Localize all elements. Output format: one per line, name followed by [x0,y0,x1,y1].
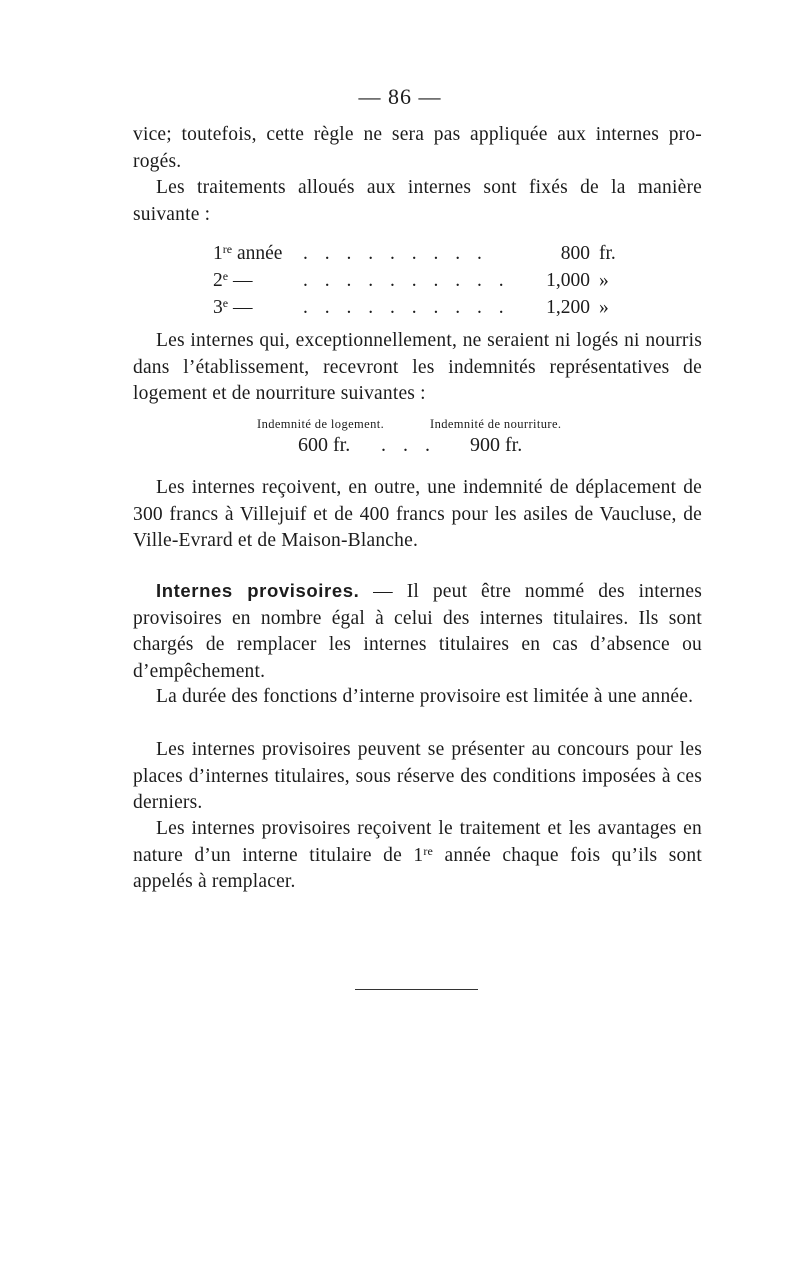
salary-amount: 1,000 [546,270,590,291]
paragraph-text: Les internes reçoivent, en outre, une indemnité de déplacement de 300 francs à Villejuif et de 400 francs pour les asiles de Vaucluse, de Ville-Evrard et de Maison-Blanche. [133,477,702,551]
leader-dots: . . . . . . . . . [303,243,488,264]
paragraph-provisional-interns [133,578,702,685]
end-rule [355,989,478,990]
salary-unit: » [599,270,609,291]
value-nourriture: 900 fr. [470,434,523,456]
heading-logement: Indemnité de logement. [257,417,385,431]
page-number: — 86 — [358,84,442,109]
paragraph-text: Les internes qui, exceptionnellement, ne seraient ni logés ni nourris dans l’établissement, recevront les indemnités représentatives de logement et de nourriture suivantes : [133,330,702,404]
salary-year-label: 2e — [213,269,253,291]
leader-dots: . . . . . . . . . . [303,270,510,291]
paragraph-salary-provisional [133,816,702,896]
salary-unit: fr. [599,243,616,264]
paragraph-text: vice; toutefois, cette règle ne sera pas appliquée aux internes pro-rogés. [133,124,702,172]
salary-row [213,294,638,321]
salary-row [213,240,638,267]
salary-year-label: 1re année [213,242,283,264]
paragraph-text: Les traitements alloués aux internes sont fixés de la manière suivante : [133,177,702,225]
salary-amount: 800 [560,243,590,264]
paragraph-text: année chaque fois qu’ils sont appelés à remplacer. [133,844,703,892]
salary-row [213,267,638,294]
salary-table [213,240,638,321]
paragraph-salaries-intro [133,175,702,228]
paragraph-travel-allowance [133,475,702,555]
paragraph-competition [133,737,702,817]
paragraph-text: La durée des fonctions d’interne provisoire est limitée à une année. [156,686,694,707]
salary-amount: 1,200 [546,297,590,318]
value-logement: 600 fr. [298,434,351,456]
paragraph-text: Les internes provisoires reçoivent le traitement et les avantages en nature d’un interne titulaire de 1 [133,818,702,866]
salary-year-label: 3e — [213,296,253,318]
paragraph-duration [133,684,702,711]
leader-dots: . . . . . . . . . . [303,297,510,318]
salary-unit: » [599,297,609,318]
paragraph-text: Les internes provisoires peuvent se présenter au concours pour les places d’internes titulaires, sous réserve des conditions imposées à ces derniers. [133,739,702,813]
paragraph-indemnities-intro [133,328,702,408]
heading-nourriture: Indemnité de nourriture. [430,417,562,431]
leader-dots: . . . [381,434,436,456]
ordinal-superscript: re [423,843,434,858]
paragraph-text: — Il peut être nommé des internes provisoires en nombre égal à celui des internes titulaires. Ils sont chargés de remplacer les internes titulaires en cas d’absence ou d’empêchement. [133,581,702,682]
paragraph-continuation [133,122,702,175]
section-heading: Internes provisoires. [156,580,360,601]
